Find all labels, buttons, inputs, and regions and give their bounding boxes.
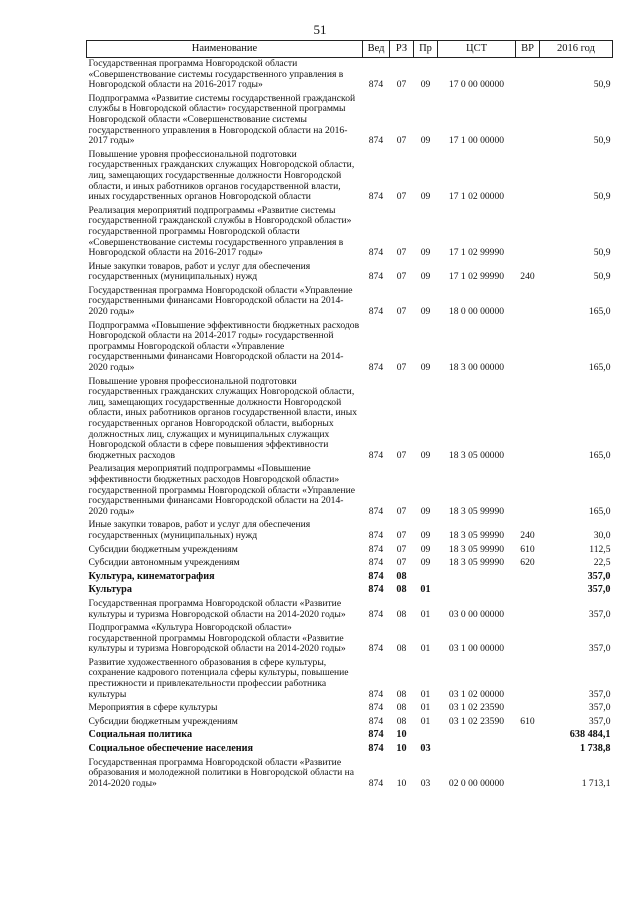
cell-cst: 17 1 02 00000 [448,191,505,203]
cell-name: Субсидии бюджетным учреждениям [88,543,238,555]
table-row [87,519,613,543]
table-row [87,320,613,376]
cell-ved: 874 [368,449,384,461]
cell-name: Субсидии автономным учреждениям [88,557,240,569]
table-row [87,622,613,657]
cell-name: Социальная политика [88,729,193,741]
cell-name: Повышение уровня профессиональной подготовки государственных гражданских служащих Новгородской области, лиц, замещающих государственные должности Новгородской области, иных работников органов государственной власти, иных государственных органов Новгородской области, выборных должностных лиц, служащих и муниципальных служащих Новгородской области в сфере повышения эффективности бюджетных расходов [88,375,358,461]
cell-pr: 09 [420,271,431,283]
cell-vr: 240 [520,529,535,541]
table-row [87,729,613,743]
cell-cst: 03 1 00 00000 [448,643,505,655]
cell-amount: 30,0 [593,529,611,541]
cell-vr: 240 [520,271,535,283]
cell-cst: 03 0 00 00000 [448,608,505,620]
cell-ved: 874 [368,643,384,655]
page-number: 51 [313,22,327,37]
table-row [87,557,613,571]
table-row [87,702,613,716]
cell-pr: 09 [420,529,431,541]
cell-pr: 01 [420,584,431,596]
cell-rz: 10 [396,743,407,755]
cell-pr: 09 [420,543,431,555]
cell-vr [516,702,540,716]
cell-pr: 09 [420,79,431,91]
cell-vr [516,149,540,205]
cell-cst: 03 1 02 23590 [448,702,505,714]
cell-name: Культура [88,584,132,596]
cell-vr [516,58,540,93]
cell-amount: 357,0 [588,688,611,700]
cell-pr: 09 [420,306,431,318]
cell-name: Развитие художественного образования в сфере культуры, сохранение кадрового потенциала сферы культуры, повышение престижности и привлекательности профессии работника культуры [88,656,349,700]
cell-rz: 08 [396,584,407,596]
table-row [87,285,613,320]
cell-amount: 50,9 [593,191,611,203]
cell-ved: 874 [368,715,384,727]
cell-rz: 07 [396,306,407,318]
cell-cst: 18 3 05 00000 [448,449,505,461]
cell-amount: 165,0 [588,505,611,517]
table-row [87,657,613,702]
cell-amount: 1 713,1 [581,777,611,789]
cell-ved: 874 [368,743,384,755]
cell-ved: 874 [368,529,384,541]
cell-name: Мероприятия в сфере культуры [88,702,218,714]
cell-amount: 50,9 [593,247,611,259]
cell-rz: 07 [396,529,407,541]
cell-name: Государственная программа Новгородской области «Совершенствование системы государственного управления в Новгородской области на 2016-2017 годы» [88,58,344,91]
cell-pr: 09 [420,557,431,569]
cell-pr: 09 [420,362,431,374]
table-row [87,58,613,93]
cell-pr: 09 [420,505,431,517]
table-row [87,716,613,730]
cell-name: Иные закупки товаров, работ и услуг для обеспечения государственных (муниципальных) нужд [88,260,311,283]
cell-cst: 17 1 00 00000 [448,135,505,147]
cell-rz: 08 [396,715,407,727]
cell-rz: 08 [396,643,407,655]
cell-cst: 17 0 00 00000 [448,79,505,91]
cell-cst: 03 1 02 23590 [448,715,505,727]
cell-pr [414,729,438,743]
cell-ved: 874 [368,247,384,259]
cell-cst: 17 1 02 99990 [448,247,505,259]
cell-rz: 08 [396,570,407,582]
cell-cst: 02 0 00 00000 [448,777,505,789]
cell-vr [516,743,540,757]
cell-ved: 874 [368,306,384,318]
table-row [87,584,613,598]
cell-name: Иные закупки товаров, работ и услуг для обеспечения государственных (муниципальных) нужд [88,519,311,541]
cell-ved: 874 [368,570,384,582]
cell-rz: 08 [396,608,407,620]
cell-amount: 112,5 [589,543,611,555]
cell-vr [516,571,540,585]
cell-ved: 874 [368,608,384,620]
cell-vr [516,320,540,376]
cell-ved: 874 [368,777,384,789]
cell-vr: 620 [520,557,535,569]
header-name: Наименование [87,41,363,58]
cell-vr [516,584,540,598]
cell-ved: 874 [368,584,384,596]
cell-pr: 09 [420,449,431,461]
cell-amount: 165,0 [588,449,611,461]
cell-rz: 07 [396,505,407,517]
cell-name: Государственная программа Новгородской области «Развитие образования и молодежной политики в Новгородской области на 2014-2020 годы» [88,756,355,789]
cell-amount: 357,0 [588,715,611,727]
cell-vr [516,463,540,519]
cell-ved: 874 [368,79,384,91]
cell-amount: 50,9 [593,79,611,91]
cell-amount: 357,0 [588,608,611,620]
cell-rz: 07 [396,271,407,283]
cell-vr [516,93,540,149]
cell-rz: 08 [396,702,407,714]
cell-vr [516,729,540,743]
table-row [87,463,613,519]
cell-vr: 610 [520,715,535,727]
header-rz: РЗ [390,41,414,58]
cell-cst [438,584,516,598]
cell-vr [516,757,540,792]
cell-name: Реализация мероприятий подпрограммы «Повышение эффективности бюджетных расходов Новгородской области» государственной программы Новгородской области «Управление государственными финансами Новгородской области на 2014-2020 годы» [88,463,356,517]
cell-cst: 18 3 05 99990 [448,543,505,555]
cell-cst: 18 0 00 00000 [448,306,505,318]
cell-ved: 874 [368,688,384,700]
cell-amount: 357,0 [587,570,611,582]
table-row [87,376,613,464]
cell-rz: 07 [396,449,407,461]
cell-name: Подпрограмма «Культура Новгородской области» государственной программы Новгородской области «Развитие культуры и туризма Новгородской области на 2014-2020 годы» [88,622,346,655]
cell-pr: 09 [420,135,431,147]
cell-name: Повышение уровня профессиональной подготовки государственных гражданских служащих Новгородской области, лиц, замещающих государственные должности Новгородской области, и иных работников органов государственной власти, иных государственных органов Новгородской области [88,148,355,203]
cell-rz: 07 [396,557,407,569]
cell-cst: 18 3 05 99990 [448,557,505,569]
cell-vr [516,376,540,464]
cell-amount: 357,0 [588,702,611,714]
cell-ved: 874 [368,191,384,203]
cell-rz: 08 [396,688,407,700]
cell-name: Подпрограмма «Развитие системы государственной гражданской службы в Новгородской области» государственной программы Новгородской области «Совершенствование системы государственного управления в Новгородской области на 2016-2017 годы» [88,92,356,147]
header-vr: ВР [516,41,540,58]
cell-cst: 18 3 00 00000 [448,362,505,374]
cell-cst: 18 3 05 99990 [448,529,505,541]
cell-rz: 10 [396,777,407,789]
cell-vr: 610 [520,543,535,555]
table-row [87,743,613,757]
header-cst: ЦСТ [438,41,516,58]
cell-vr [516,657,540,702]
cell-rz: 07 [396,362,407,374]
cell-name: Государственная программа Новгородской области «Управление государственными финансами Новгородской области на 2014-2020 годы» [88,284,353,318]
table-row [87,205,613,261]
cell-ved: 874 [368,702,384,714]
table-row [87,261,613,285]
cell-ved: 874 [368,729,384,741]
cell-amount: 357,0 [588,643,611,655]
cell-name: Социальное обеспечение населения [88,743,254,755]
cell-amount: 165,0 [588,306,611,318]
cell-pr: 01 [420,715,431,727]
cell-rz: 07 [396,543,407,555]
table-header [87,41,613,58]
table-row [87,93,613,149]
cell-ved: 874 [368,271,384,283]
cell-pr: 01 [420,643,431,655]
table-row [87,544,613,558]
cell-pr: 01 [420,688,431,700]
cell-rz: 07 [396,191,407,203]
cell-amount: 357,0 [587,584,611,596]
header-ved: Вед [363,41,390,58]
header-year: 2016 год [540,41,613,58]
cell-cst: 17 1 02 99990 [448,271,505,283]
cell-cst: 03 1 02 00000 [448,688,505,700]
cell-ved: 874 [368,505,384,517]
table-row [87,757,613,792]
table-row [87,598,613,622]
cell-pr: 03 [420,743,431,755]
cell-name: Государственная программа Новгородской области «Развитие культуры и туризма Новгородской области на 2014-2020 годы» [88,597,346,620]
cell-rz: 07 [396,79,407,91]
cell-name: Подпрограмма «Повышение эффективности бюджетных расходов Новгородской области на 2014-2017 годы» государственной программы Новгородской области «Управление государственными финансами Новгородской области на 2014-2020 годы» [88,319,360,374]
cell-ved: 874 [368,557,384,569]
cell-name: Субсидии бюджетным учреждениям [88,715,238,727]
cell-amount: 50,9 [593,271,611,283]
table-row [87,149,613,205]
cell-ved: 874 [368,362,384,374]
cell-amount: 22,5 [593,557,611,569]
cell-vr [516,205,540,261]
cell-vr [516,285,540,320]
cell-vr [516,598,540,622]
cell-amount: 50,9 [593,135,611,147]
cell-name: Культура, кинематография [88,570,215,582]
cell-pr: 01 [420,702,431,714]
cell-cst [438,729,516,743]
cell-pr [414,571,438,585]
cell-rz: 07 [396,247,407,259]
table-row [87,571,613,585]
cell-amount: 638 484,1 [569,729,611,741]
cell-pr: 09 [420,247,431,259]
cell-vr [516,622,540,657]
cell-rz: 10 [396,729,407,741]
cell-pr: 03 [420,777,431,789]
cell-cst [438,743,516,757]
cell-rz: 07 [396,135,407,147]
cell-ved: 874 [368,543,384,555]
cell-name: Реализация мероприятий подпрограммы «Развитие системы государственной гражданской службы в Новгородской области» государственной программы Новгородской области «Совершенствование системы государственного управления в Новгородской области на 2016-2017 годы» [88,204,352,259]
cell-ved: 874 [368,135,384,147]
header-pr: Пр [414,41,438,58]
cell-pr: 01 [420,608,431,620]
cell-amount: 1 738,8 [579,743,611,755]
cell-pr: 09 [420,191,431,203]
cell-amount: 165,0 [588,362,611,374]
budget-table [86,40,613,791]
cell-cst [438,571,516,585]
cell-cst: 18 3 05 99990 [448,505,505,517]
